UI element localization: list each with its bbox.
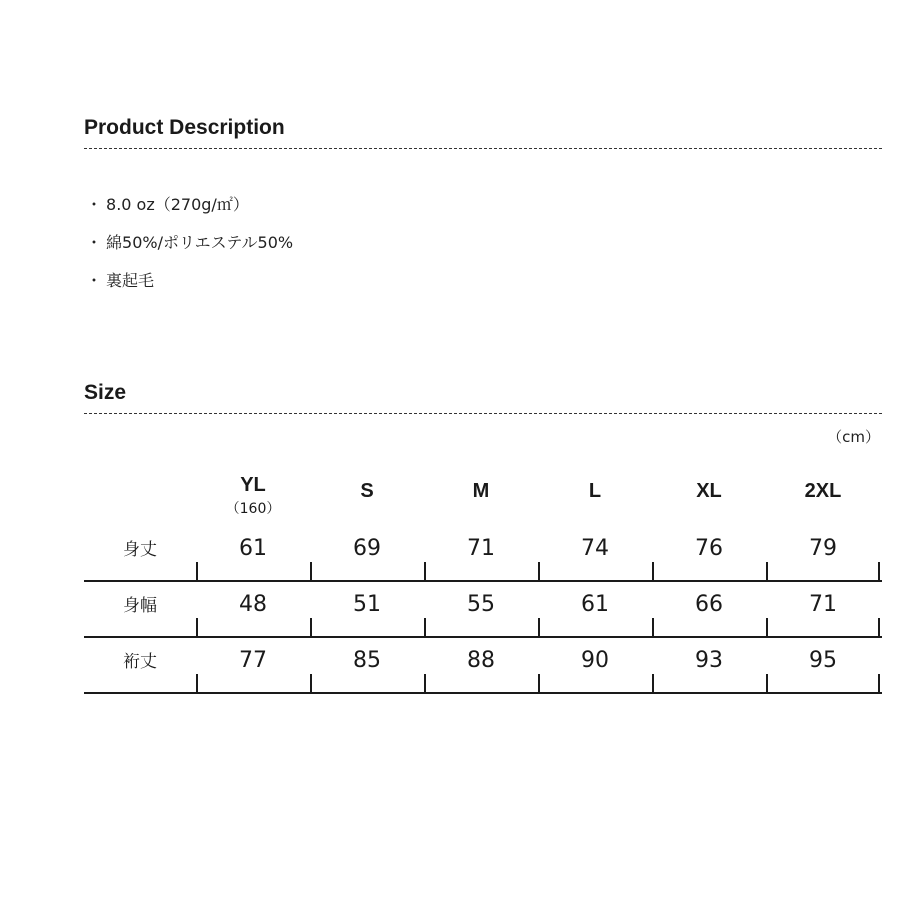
size-column-sublabel: （160） xyxy=(225,501,281,517)
description-item-material xyxy=(86,230,293,268)
size-column-yl xyxy=(196,470,310,526)
size-column-label: YL xyxy=(240,474,266,496)
table-cell: 95 xyxy=(766,638,880,692)
header-corner xyxy=(84,470,196,526)
bullet-mark: ・ xyxy=(86,233,103,252)
table-cell: 88 xyxy=(424,638,538,692)
product-description-heading: Product Description xyxy=(84,116,882,149)
size-table xyxy=(84,470,882,694)
table-row-sleeve-length xyxy=(84,638,882,694)
table-cell: 61 xyxy=(538,582,652,636)
row-label: 裄丈 xyxy=(123,652,157,672)
description-text: 8.0 oz（270g/㎡） xyxy=(106,195,249,214)
description-item-fleece xyxy=(86,268,293,306)
table-cell: 93 xyxy=(652,638,766,692)
size-header-row xyxy=(84,470,882,526)
size-column-xl: XL xyxy=(696,480,722,502)
description-item-weight xyxy=(86,192,293,230)
table-cell: 71 xyxy=(766,582,880,636)
table-cell: 69 xyxy=(310,526,424,580)
table-cell: 61 xyxy=(196,526,310,580)
description-text: 裏起毛 xyxy=(106,271,155,290)
product-description-list xyxy=(86,192,293,306)
table-row-body-width xyxy=(84,582,882,638)
size-column-m: M xyxy=(472,480,490,502)
unit-label: （cm） xyxy=(827,428,880,446)
table-cell: 77 xyxy=(196,638,310,692)
size-heading: Size xyxy=(84,381,882,414)
table-row-body-length xyxy=(84,526,882,582)
size-column-l: L xyxy=(588,480,602,502)
table-cell: 85 xyxy=(310,638,424,692)
bullet-mark: ・ xyxy=(86,271,103,290)
bullet-mark: ・ xyxy=(86,195,103,214)
row-label: 身幅 xyxy=(123,596,157,616)
table-cell: 71 xyxy=(424,526,538,580)
description-text: 綿50%/ポリエステル50% xyxy=(106,233,294,252)
size-column-2xl: 2XL xyxy=(804,480,842,502)
table-cell: 90 xyxy=(538,638,652,692)
table-cell: 55 xyxy=(424,582,538,636)
table-cell: 79 xyxy=(766,526,880,580)
table-cell: 51 xyxy=(310,582,424,636)
table-cell: 76 xyxy=(652,526,766,580)
row-label: 身丈 xyxy=(123,540,157,560)
table-cell: 66 xyxy=(652,582,766,636)
table-cell: 48 xyxy=(196,582,310,636)
table-cell: 74 xyxy=(538,526,652,580)
size-column-s: S xyxy=(360,480,374,502)
